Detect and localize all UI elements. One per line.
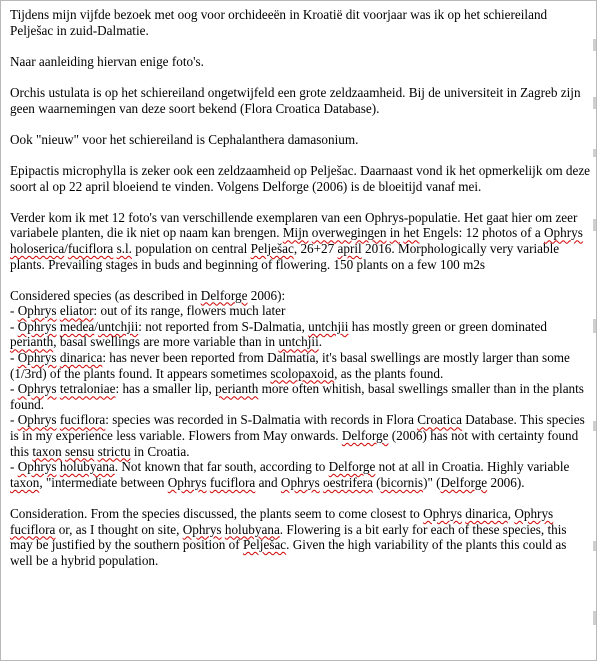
paragraph-p6: [10, 210, 592, 272]
paragraph-p4: [10, 132, 592, 148]
text-run: : out of its range, flowers much later: [93, 303, 286, 319]
flagged-word: Ophrys: [280, 474, 320, 490]
flagged-word: dinarica: [465, 506, 508, 521]
text-run: Ook "nieuw" voor het schiereiland is Cephalanthera damasonium.: [10, 131, 359, 147]
text-run: )" (: [423, 474, 441, 490]
paragraph-p1: [10, 7, 592, 38]
text-run: -: [10, 412, 18, 428]
text-run: ,: [507, 506, 515, 521]
flagged-word: Delforge: [328, 459, 376, 475]
flagged-word: medea: [59, 318, 95, 334]
flagged-word: Ophrys: [17, 303, 57, 319]
flagged-word: het: [403, 225, 420, 241]
text-run: -: [10, 381, 18, 397]
flagged-word: taxon: [32, 443, 62, 459]
text-run: -: [10, 303, 18, 319]
flagged-word: fuciflora: [59, 412, 106, 428]
flagged-word: sensu: [64, 443, 95, 459]
text-run: (: [372, 474, 381, 490]
flagged-word: fuciflora: [67, 240, 114, 256]
flagged-word: Delforge: [341, 428, 389, 444]
flagged-word: Delforge: [440, 474, 488, 490]
text-run: 2016. Morphologically very variable plants. Prevailing stages in buds and beginning of flowering. 150 plants on a few 100 m2s: [10, 240, 560, 272]
margin-marker: [593, 541, 596, 551]
text-run: Naar aanleiding hiervan enige foto's.: [10, 53, 204, 69]
document-body[interactable]: [10, 7, 592, 568]
text-run: has mostly green or green dominated: [348, 318, 547, 334]
flagged-word: Ophrys: [17, 381, 57, 397]
flagged-word: untchjii: [308, 318, 349, 334]
margin-marker: [593, 319, 596, 333]
flagged-word: perianth: [215, 381, 259, 397]
text-run: 2006):: [247, 287, 286, 303]
flagged-word: bicornis: [380, 474, 424, 490]
paragraph-p8: [10, 303, 592, 319]
text-run: /: [64, 240, 68, 256]
paragraph-p7: [10, 288, 592, 304]
text-run: population on central: [131, 240, 251, 256]
text-run: in Croatia.: [130, 443, 190, 459]
paragraph-p10: [10, 350, 592, 381]
flagged-word: Ophrys: [17, 459, 57, 475]
flagged-word: Ophrys: [514, 506, 554, 521]
flagged-word: Ophrys: [17, 412, 57, 428]
text-run: (2006) has not with certainty found this: [10, 428, 579, 459]
flagged-word: Ophrys: [167, 474, 207, 490]
flagged-word: overwegingen: [311, 225, 387, 241]
text-run: : has a smaller lip,: [115, 381, 216, 397]
flagged-word: untchjii: [97, 318, 139, 334]
flagged-word: scolopaxoid: [270, 365, 335, 381]
text-run: 2006).: [487, 474, 525, 490]
flagged-word: s.l.: [116, 240, 132, 256]
text-run: Epipactis microphylla is zeker ook een zeldzaamheid op Pelješac. Daarnaast vond ik het opmerkelijk om deze soort al op 22 april bloeiend te vinden. Volgens Delforge (2006) is de bloeitijd vanaf mei.: [10, 162, 591, 194]
text-run: -: [10, 459, 18, 475]
text-run: Consideration. From the species discussed, the plants seem to come closest to: [10, 506, 424, 521]
flagged-word: taxon: [10, 474, 40, 490]
paragraph-p9: [10, 319, 592, 350]
flagged-word: untchjii: [278, 334, 319, 350]
paragraph-p14: [10, 506, 592, 568]
text-run: : has never been reported from Dalmatia, it's basal swellings are mostly larger than some (1/3rd) of the plants found. It appears sometimes: [10, 350, 570, 381]
paragraph-p11: [10, 381, 592, 412]
flagged-word: fuciflora: [209, 474, 256, 490]
margin-marker: [593, 39, 596, 51]
flagged-word: Pelješac: [250, 240, 294, 256]
text-run: . Not known that far south, according to: [114, 459, 329, 475]
paragraph-p5: [10, 163, 592, 194]
paragraph-p13: [10, 459, 592, 490]
flagged-word: oestrifera: [323, 474, 373, 490]
flagged-word: eliator: [59, 303, 94, 319]
text-run: Tijdens mijn vijfde bezoek met oog voor orchideeën in Kroatië dit voorjaar was ik op het schiereiland Pelješac in zuid-Dalmatie.: [10, 7, 548, 38]
text-run: : species was recorded in S-Dalmatia with records in Flora: [105, 412, 418, 428]
flagged-word: Ophrys: [17, 350, 57, 366]
flagged-word: Ophrys: [182, 521, 222, 537]
text-run: Considered species (as described in: [10, 287, 201, 303]
flagged-word: strictu: [97, 443, 131, 459]
margin-marker: [593, 97, 596, 109]
text-run: , "intermediate between: [39, 474, 168, 490]
text-run: or, as I thought on site,: [55, 521, 183, 537]
flagged-word: tetraloniae: [59, 381, 116, 397]
flagged-word: perianth: [10, 334, 54, 350]
text-run: /: [94, 318, 98, 334]
text-run: , basal swellings are more variable than in: [53, 334, 279, 350]
flagged-word: dinarica: [59, 350, 103, 366]
flagged-word: Ophrys: [17, 318, 57, 334]
text-run: and: [255, 474, 281, 490]
text-run: : not reported from S-Dalmatia,: [138, 318, 309, 334]
flagged-word: Ophrys: [544, 225, 583, 241]
flagged-word: Pelješac: [242, 537, 287, 553]
flagged-word: holoserica: [10, 240, 65, 256]
flagged-word: Croatica: [417, 412, 462, 428]
margin-marker: [593, 611, 596, 625]
paragraph-p12: [10, 412, 592, 459]
text-run: more often whitish, basal swellings smaller than in the plants found.: [10, 381, 584, 412]
flagged-word: april: [337, 240, 362, 256]
text-run: -: [10, 350, 18, 366]
text-run: .: [318, 334, 323, 350]
text-run: , 26+27: [293, 240, 338, 256]
text-run: Engels: 12 photos of a: [419, 225, 544, 241]
text-run: . Given the high variability of the plants this could as well be a hybrid population.: [10, 537, 567, 568]
flagged-word: Mijn: [282, 225, 309, 241]
text-run: -: [10, 318, 18, 334]
text-run: Verder kom ik met 12 foto's van verschillende exemplaren van een Ophrys-populatie. Het gaat hier om zeer variabele planten, die ik niet op naam kan brengen.: [10, 209, 578, 241]
text-run: . Flowering is a bit early for each of these species, this may be justified by the southern position of: [10, 521, 567, 553]
flagged-word: fuciflora: [10, 521, 56, 537]
flagged-word: Ophrys: [423, 506, 462, 521]
flagged-word: holubyana: [224, 521, 280, 537]
flagged-word: holubyana: [59, 459, 115, 475]
flagged-word: in: [389, 225, 401, 241]
margin-marker: [593, 149, 596, 157]
text-run: Orchis ustulata is op het schiereiland ongetwijfeld een grote zeldzaamheid. Bij de universiteit in Zagreb zijn geen waarnemingen van deze soort bekend (Flora Croatica Database).: [10, 84, 581, 116]
text-run: , as the plants found.: [334, 365, 444, 381]
margin-marker: [593, 219, 596, 231]
paragraph-p3: [10, 85, 592, 116]
text-run: Database. This species is in my experience less variable. Flowers from May onwards.: [10, 412, 585, 444]
margin-marker: [593, 421, 596, 431]
flagged-word: Delforge: [200, 287, 248, 303]
text-run: not at all in Croatia. Highly variable: [375, 459, 570, 475]
paragraph-p2: [10, 54, 592, 70]
